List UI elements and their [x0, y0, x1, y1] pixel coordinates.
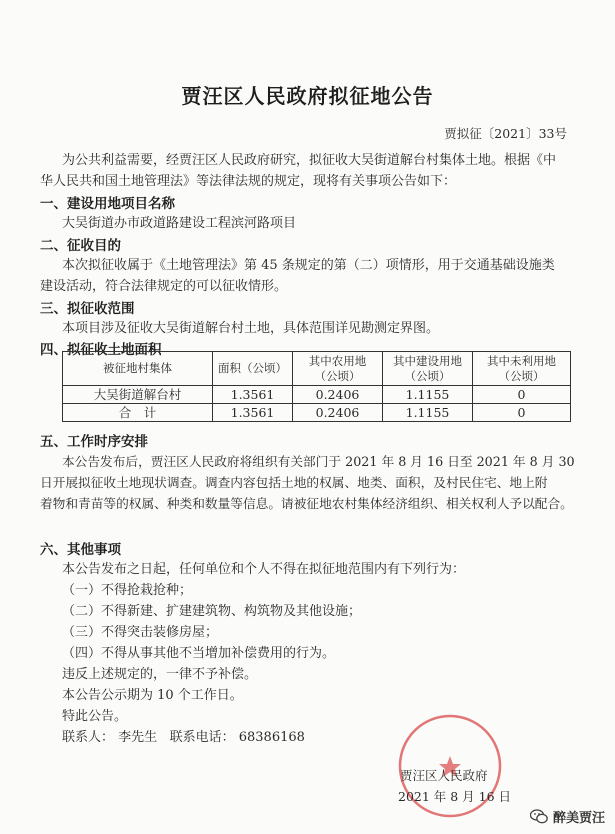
table-cell: 1.1155 [383, 404, 473, 422]
contact-label: 联系人： [62, 730, 115, 745]
section-3-heading: 三、拟征收范围 [40, 301, 135, 317]
table-cell: 1.1155 [383, 386, 473, 404]
col-header-village: 被征地村集体 [63, 352, 213, 386]
section-1-text: 大吴街道办市政道路建设工程滨河路项目 [62, 216, 297, 231]
wechat-icon [530, 809, 548, 824]
table-cell: 1.3561 [213, 404, 293, 422]
section-2-heading: 二、征收目的 [40, 238, 121, 254]
table-cell: 0 [473, 404, 571, 422]
contact-line [62, 727, 305, 748]
intro-line-1: 为公共利益需要，经贾汪区人民政府研究，拟征收大吴街道解台村集体土地。根据《中 [62, 153, 557, 168]
list-item: （一）不得抢栽抢种； [62, 583, 193, 598]
col-header-farmland: 其中农用地 （公顷） [293, 352, 383, 386]
col-header-unused-land: 其中未利用地 （公顷） [473, 352, 571, 386]
closing-text: 特此公告。 [62, 709, 128, 724]
section-4-heading: 四、拟征收土地面积 [40, 342, 162, 358]
watermark [530, 807, 605, 826]
publicity-period: 本公告公示期为 10 个工作日。 [62, 688, 243, 703]
table-cell: 0 [473, 386, 571, 404]
page-title: 贾汪区人民政府拟征地公告 [181, 84, 434, 108]
table-header-row [63, 352, 571, 386]
list-item: （三）不得突击装修房屋； [62, 625, 219, 640]
section-5-line-1: 本公告发布后，贾汪区人民政府将组织有关部门于 2021 年 8 月 16 日至 2021 年 8 月 30 [62, 454, 575, 469]
table-cell: 1.3561 [213, 386, 293, 404]
land-area-table [62, 351, 571, 422]
intro-line-2: 华人民共和国土地管理法》等法律法规的规定，现将有关事项公告如下： [40, 174, 457, 189]
section-6-heading: 六、其他事项 [40, 542, 121, 558]
watermark-text: 醉美贾汪 [552, 811, 605, 826]
document-number: 贾拟征〔2021〕33号 [444, 126, 567, 141]
phone-label: 联系电话： [169, 730, 235, 745]
table-cell: 合 计 [63, 404, 213, 422]
list-item: （二）不得新建、扩建建筑物、构筑物及其他设施； [62, 604, 362, 619]
section-2-line-1: 本次拟征收属于《土地管理法》第 45 条规定的第（二）项情形，用于交通基础设施类 [62, 258, 555, 273]
section-5-line-3: 着物和青苗等的权属、种类和数量等信息。请被征地农村集体经济组织、相关权利人予以配合。 [40, 496, 573, 511]
section-5-line-2: 日开展拟征收土地现状调查。调查内容包括土地的权属、地类、面积，及村民住宅、地上附 [40, 475, 548, 490]
col-header-area: 面积（公顷） [213, 352, 293, 386]
contact-phone: 68386168 [238, 730, 305, 745]
table-cell: 大吴街道解台村 [63, 386, 213, 404]
section-1-heading: 一、建设用地项目名称 [40, 196, 175, 212]
table-cell: 0.2406 [293, 386, 383, 404]
table-row [63, 386, 571, 404]
violation-note: 违反上述规定的，一律不予补偿。 [62, 667, 258, 682]
section-5-heading: 五、工作时序安排 [40, 434, 148, 450]
signature-org: 贾汪区人民政府 [400, 768, 488, 783]
table-row-total [63, 404, 571, 422]
section-3-text: 本项目涉及征收大吴街道解台村土地，具体范围详见勘测定界图。 [62, 321, 440, 336]
contact-name: 李先生 [118, 730, 158, 745]
col-header-construction-land: 其中建设用地 （公顷） [383, 352, 473, 386]
table-cell: 0.2406 [293, 404, 383, 422]
section-6-intro: 本公告发布之日起，任何单位和个人不得在拟征地范围内有下列行为： [62, 562, 466, 577]
signature-date: 2021 年 8 月 16 日 [398, 789, 512, 804]
list-item: （四）不得从事其他不当增加补偿费用的行为。 [62, 646, 336, 661]
section-2-line-2: 建设活动，符合法律规定的可以征收情形。 [40, 279, 288, 294]
